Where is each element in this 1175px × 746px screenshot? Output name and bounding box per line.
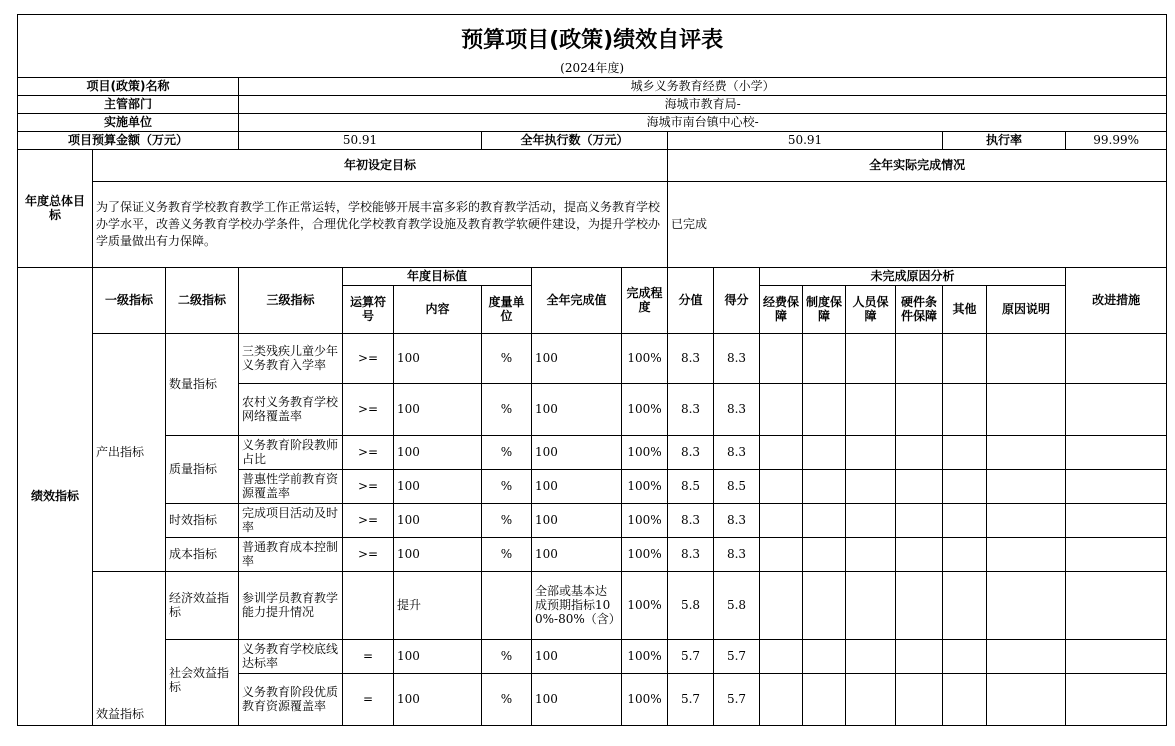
measure-unit: % (482, 435, 532, 469)
operator: >= (343, 435, 394, 469)
level3-indicator: 参训学员教育教学能力提升情况 (239, 571, 343, 639)
level3-indicator: 义务教育学校底线达标率 (239, 639, 343, 673)
level3-indicator: 义务教育阶段教师占比 (239, 435, 343, 469)
operator: >= (343, 383, 394, 435)
measure-unit: % (482, 673, 532, 725)
completion-degree: 100% (622, 673, 668, 725)
header-reason-system: 制度保障 (803, 285, 846, 333)
score-value: 5.8 (668, 571, 714, 639)
operator (343, 571, 394, 639)
project-name-value: 城乡义务教育经费（小学） (239, 77, 1167, 95)
execution-rate-value: 99.99% (1066, 131, 1167, 149)
target-content: 100 (394, 639, 482, 673)
table-row (18, 571, 1167, 639)
header-level2: 二级指标 (166, 267, 239, 333)
completion-degree: 100% (622, 571, 668, 639)
header-unit: 度量单位 (482, 285, 532, 333)
group-quantity: 数量指标 (166, 333, 239, 435)
budget-amount-value: 50.91 (239, 131, 482, 149)
operator: >= (343, 469, 394, 503)
department-value: 海城市教育局- (239, 95, 1167, 113)
operator: >= (343, 333, 394, 383)
header-reason-fund: 经费保障 (760, 285, 803, 333)
actual-value: 100 (532, 435, 622, 469)
level3-indicator: 普通教育成本控制率 (239, 537, 343, 571)
completion-degree: 100% (622, 333, 668, 383)
evaluation-table (17, 14, 1167, 726)
target-content: 100 (394, 469, 482, 503)
target-content: 100 (394, 537, 482, 571)
executed-amount-label: 全年执行数（万元） (482, 131, 668, 149)
score-value: 8.5 (668, 469, 714, 503)
header-level1: 一级指标 (93, 267, 166, 333)
target-content: 100 (394, 383, 482, 435)
completion-degree: 100% (622, 537, 668, 571)
completion-degree: 100% (622, 469, 668, 503)
actual-value: 100 (532, 503, 622, 537)
executed-amount-value: 50.91 (668, 131, 943, 149)
header-content: 内容 (394, 285, 482, 333)
target-content: 提升 (394, 571, 482, 639)
actual-value: 100 (532, 383, 622, 435)
score-value: 8.3 (668, 383, 714, 435)
table-row (18, 333, 1167, 383)
actual-value: 100 (532, 673, 622, 725)
operator: >= (343, 537, 394, 571)
score: 8.3 (714, 537, 760, 571)
completion-degree: 100% (622, 639, 668, 673)
header-degree: 完成程度 (622, 267, 668, 333)
header-score: 得分 (714, 267, 760, 333)
group-quality: 质量指标 (166, 435, 239, 503)
score: 8.3 (714, 435, 760, 469)
table-row (18, 503, 1167, 537)
operator: >= (343, 503, 394, 537)
header-reason-desc: 原因说明 (987, 285, 1066, 333)
measure-unit: % (482, 537, 532, 571)
initial-goal-text: 为了保证义务教育学校教育教学工作正常运转，学校能够开展丰富多彩的教育教学活动，提高义务教育学校办学水平，改善义务教育学校办学条件，合理优化学校教育教学设施及教育教学软硬件建设，为提升学校办学质量做出有力保障。 (93, 181, 668, 267)
implementing-unit-label: 实施单位 (18, 113, 239, 131)
completion-degree: 100% (622, 383, 668, 435)
score-value: 5.7 (668, 673, 714, 725)
table-row (18, 537, 1167, 571)
performance-indicators-label: 绩效指标 (18, 267, 93, 725)
score-value: 8.3 (668, 435, 714, 469)
measure-unit: % (482, 333, 532, 383)
actual-value: 100 (532, 469, 622, 503)
score: 8.3 (714, 383, 760, 435)
operator: = (343, 639, 394, 673)
actual-value: 100 (532, 537, 622, 571)
project-name-label: 项目(政策)名称 (18, 77, 239, 95)
score-value: 8.3 (668, 537, 714, 571)
target-content: 100 (394, 503, 482, 537)
target-content: 100 (394, 673, 482, 725)
actual-value: 100 (532, 333, 622, 383)
header-reason-hardware: 硬件条件保障 (896, 285, 943, 333)
group-benefit: 效益指标 (93, 571, 166, 725)
level3-indicator: 义务教育阶段优质教育资源覆盖率 (239, 673, 343, 725)
level3-indicator: 普惠性学前教育资源覆盖率 (239, 469, 343, 503)
target-content: 100 (394, 435, 482, 469)
completion-degree: 100% (622, 435, 668, 469)
measure-unit: % (482, 639, 532, 673)
operator: = (343, 673, 394, 725)
group-economic: 经济效益指标 (166, 571, 239, 639)
actual-completion-text: 已完成 (668, 181, 1167, 267)
measure-unit: % (482, 503, 532, 537)
score-value: 5.7 (668, 639, 714, 673)
table-row (18, 435, 1167, 469)
actual-value: 全部或基本达成预期指标100%-80%（含） (532, 571, 622, 639)
level3-indicator: 农村义务教育学校网络覆盖率 (239, 383, 343, 435)
header-target-group: 年度目标值 (343, 267, 532, 285)
annual-goal-label: 年度总体目标 (18, 149, 93, 267)
header-reason-staff: 人员保障 (846, 285, 896, 333)
header-score-value: 分值 (668, 267, 714, 333)
target-content: 100 (394, 333, 482, 383)
level3-indicator: 三类残疾儿童少年义务教育入学率 (239, 333, 343, 383)
score: 8.5 (714, 469, 760, 503)
score: 5.8 (714, 571, 760, 639)
completion-degree: 100% (622, 503, 668, 537)
implementing-unit-value: 海城市南台镇中心校- (239, 113, 1167, 131)
execution-rate-label: 执行率 (943, 131, 1066, 149)
header-reason-group: 未完成原因分析 (760, 267, 1066, 285)
table-row (18, 639, 1167, 673)
score-value: 8.3 (668, 503, 714, 537)
measure-unit: % (482, 469, 532, 503)
measure-unit (482, 571, 532, 639)
score: 5.7 (714, 639, 760, 673)
group-output: 产出指标 (93, 333, 166, 571)
report-year: (2024年度) (18, 59, 1167, 78)
page-title: 预算项目(政策)绩效自评表 (18, 15, 1167, 59)
department-label: 主管部门 (18, 95, 239, 113)
score: 8.3 (714, 503, 760, 537)
evaluation-sheet (17, 14, 1166, 726)
score: 8.3 (714, 333, 760, 383)
header-reason-other: 其他 (943, 285, 987, 333)
score-value: 8.3 (668, 333, 714, 383)
score: 5.7 (714, 673, 760, 725)
header-actual: 全年完成值 (532, 267, 622, 333)
group-social: 社会效益指标 (166, 639, 239, 725)
header-improve: 改进措施 (1066, 267, 1167, 333)
actual-completion-header: 全年实际完成情况 (668, 149, 1167, 181)
budget-amount-label: 项目预算金额（万元） (18, 131, 239, 149)
header-level3: 三级指标 (239, 267, 343, 333)
level3-indicator: 完成项目活动及时率 (239, 503, 343, 537)
initial-goal-header: 年初设定目标 (93, 149, 668, 181)
group-timeliness: 时效指标 (166, 503, 239, 537)
actual-value: 100 (532, 639, 622, 673)
measure-unit: % (482, 383, 532, 435)
header-op: 运算符号 (343, 285, 394, 333)
group-cost: 成本指标 (166, 537, 239, 571)
